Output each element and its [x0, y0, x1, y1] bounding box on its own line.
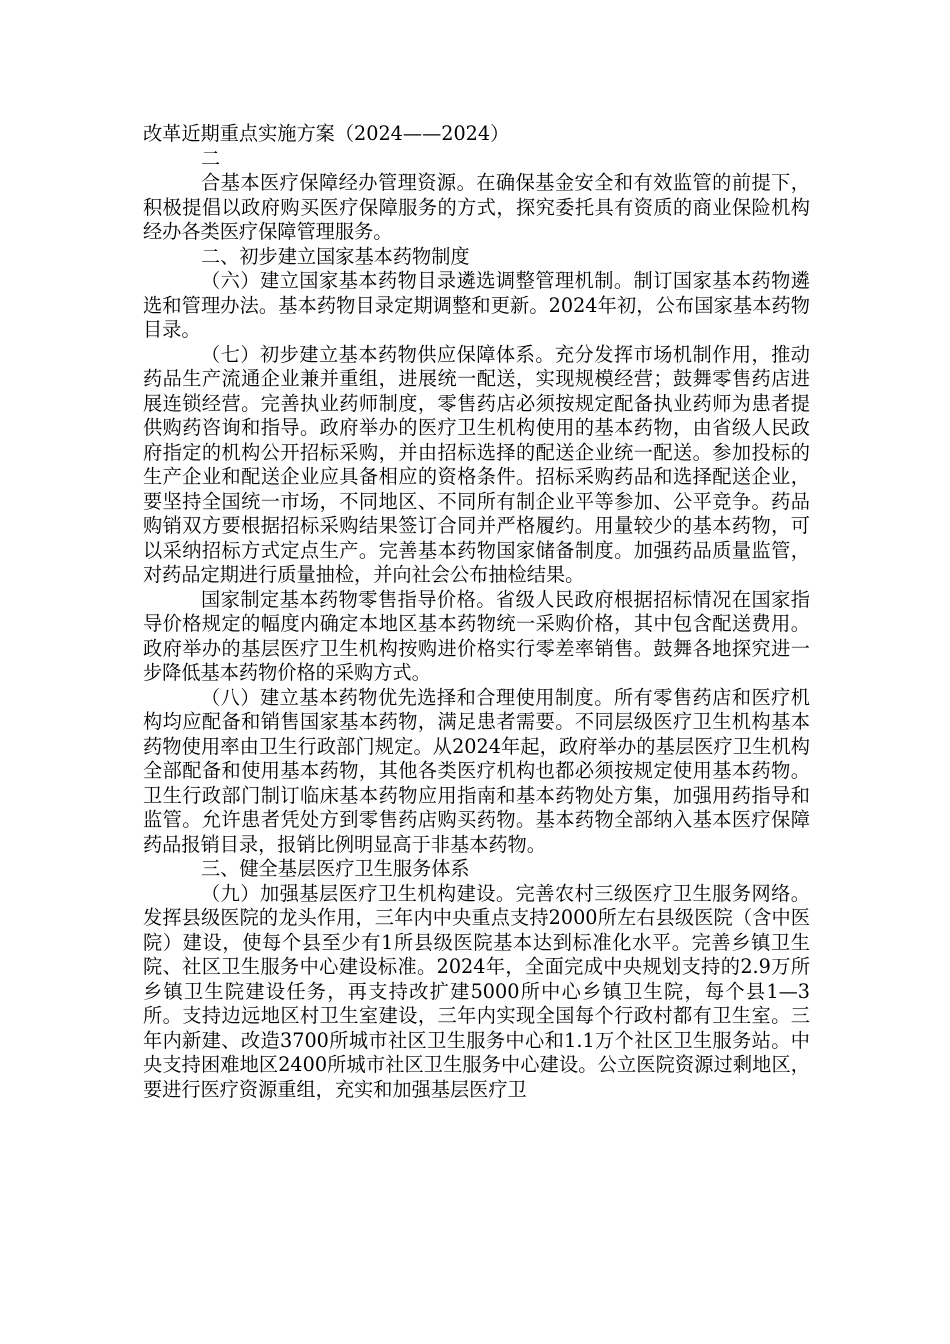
document-page — [143, 122, 810, 1102]
paragraph: （九）加强基层医疗卫生机构建设。完善农村三级医疗卫生服务网络。发挥县级医院的龙头作用，三年内中央重点支持2000所左右县级医院（含中医院）建设，使每个县至少有1所县级医院基本达到标准化水平。完善乡镇卫生院、社区卫生服务中心建设标准。2024年，全面完成中央规划支持的2.9万所乡镇卫生院建设任务，再支持改扩建5000所中心乡镇卫生院，每个县1—3所。支持边远地区村卫生室建设，三年内实现全国每个行政村都有卫生室。三年内新建、改造3700所城市社区卫生服务中心和1.1万个社区卫生服务站。中央支持困难地区2400所城市社区卫生服务中心建设。公立医院资源过剩地区，要进行医疗资源重组，充实和加强基层医疗卫 — [143, 881, 810, 1101]
section-heading: 二、初步建立国家基本药物制度 — [201, 244, 470, 268]
paragraph: 国家制定基本药物零售指导价格。省级人民政府根据招标情况在国家指导价格规定的幅度内确定本地区基本药物统一采购价格，其中包含配送费用。政府举办的基层医疗卫生机构按购进价格实行零差率销售。鼓舞各地探究进一步降低基本药物价格的采购方式。 — [143, 587, 810, 684]
paragraph: （六）建立国家基本药物目录遴选调整管理机制。制订国家基本药物遴选和管理办法。基本药物目录定期调整和更新。2024年初，公布国家基本药物目录。 — [143, 269, 810, 341]
section-heading: 三、健全基层医疗卫生服务体系 — [201, 857, 470, 880]
paragraph: （七）初步建立基本药物供应保障体系。充分发挥市场机制作用，推动药品生产流通企业兼并重组，进展统一配送，实现规模经营；鼓舞零售药店进展连锁经营。完善执业药师制度，零售药店必须按规定配备执业药师为患者提供购药咨询和指导。政府举办的医疗卫生机构使用的基本药物，由省级人民政府指定的机构公开招标采购，并由招标选择的配送企业统一配送。参加投标的生产企业和配送企业应具备相应的资格条件。招标采购药品和选择配送企业，要坚持全国统一市场，不同地区、不同所有制企业平等参加、公平竞争。药品购销双方要根据招标采购结果签订合同并严格履约。用量较少的基本药物，可以采纳招标方式定点生产。完善基本药物国家储备制度。加强药品质量监管，对药品定期进行质量抽检，并向社会公布抽检结果。 — [143, 342, 810, 586]
document-title: 改革近期重点实施方案（2024——2024） — [143, 122, 510, 145]
paragraph: （八）建立基本药物优先选择和合理使用制度。所有零售药店和医疗机构均应配备和销售国家基本药物，满足患者需要。不同层级医疗卫生机构基本药物使用率由卫生行政部门规定。从2024年起，政府举办的基层医疗卫生机构全部配备和使用基本药物，其他各类医疗机构也都必须按规定使用基本药物。卫生行政部门制订临床基本药物应用指南和基本药物处方集，加强用药指导和监管。允许患者凭处方到零售药店购买药物。基本药物全部纳入基本医疗保障药品报销目录，报销比例明显高于非基本药物。 — [143, 685, 810, 856]
paragraph: 合基本医疗保障经办管理资源。在确保基金安全和有效监管的前提下，积极提倡以政府购买医疗保障服务的方式，探究委托具有资质的商业保险机构经办各类医疗保障管理服务。 — [143, 171, 810, 243]
page-marker: 二 — [201, 146, 221, 170]
